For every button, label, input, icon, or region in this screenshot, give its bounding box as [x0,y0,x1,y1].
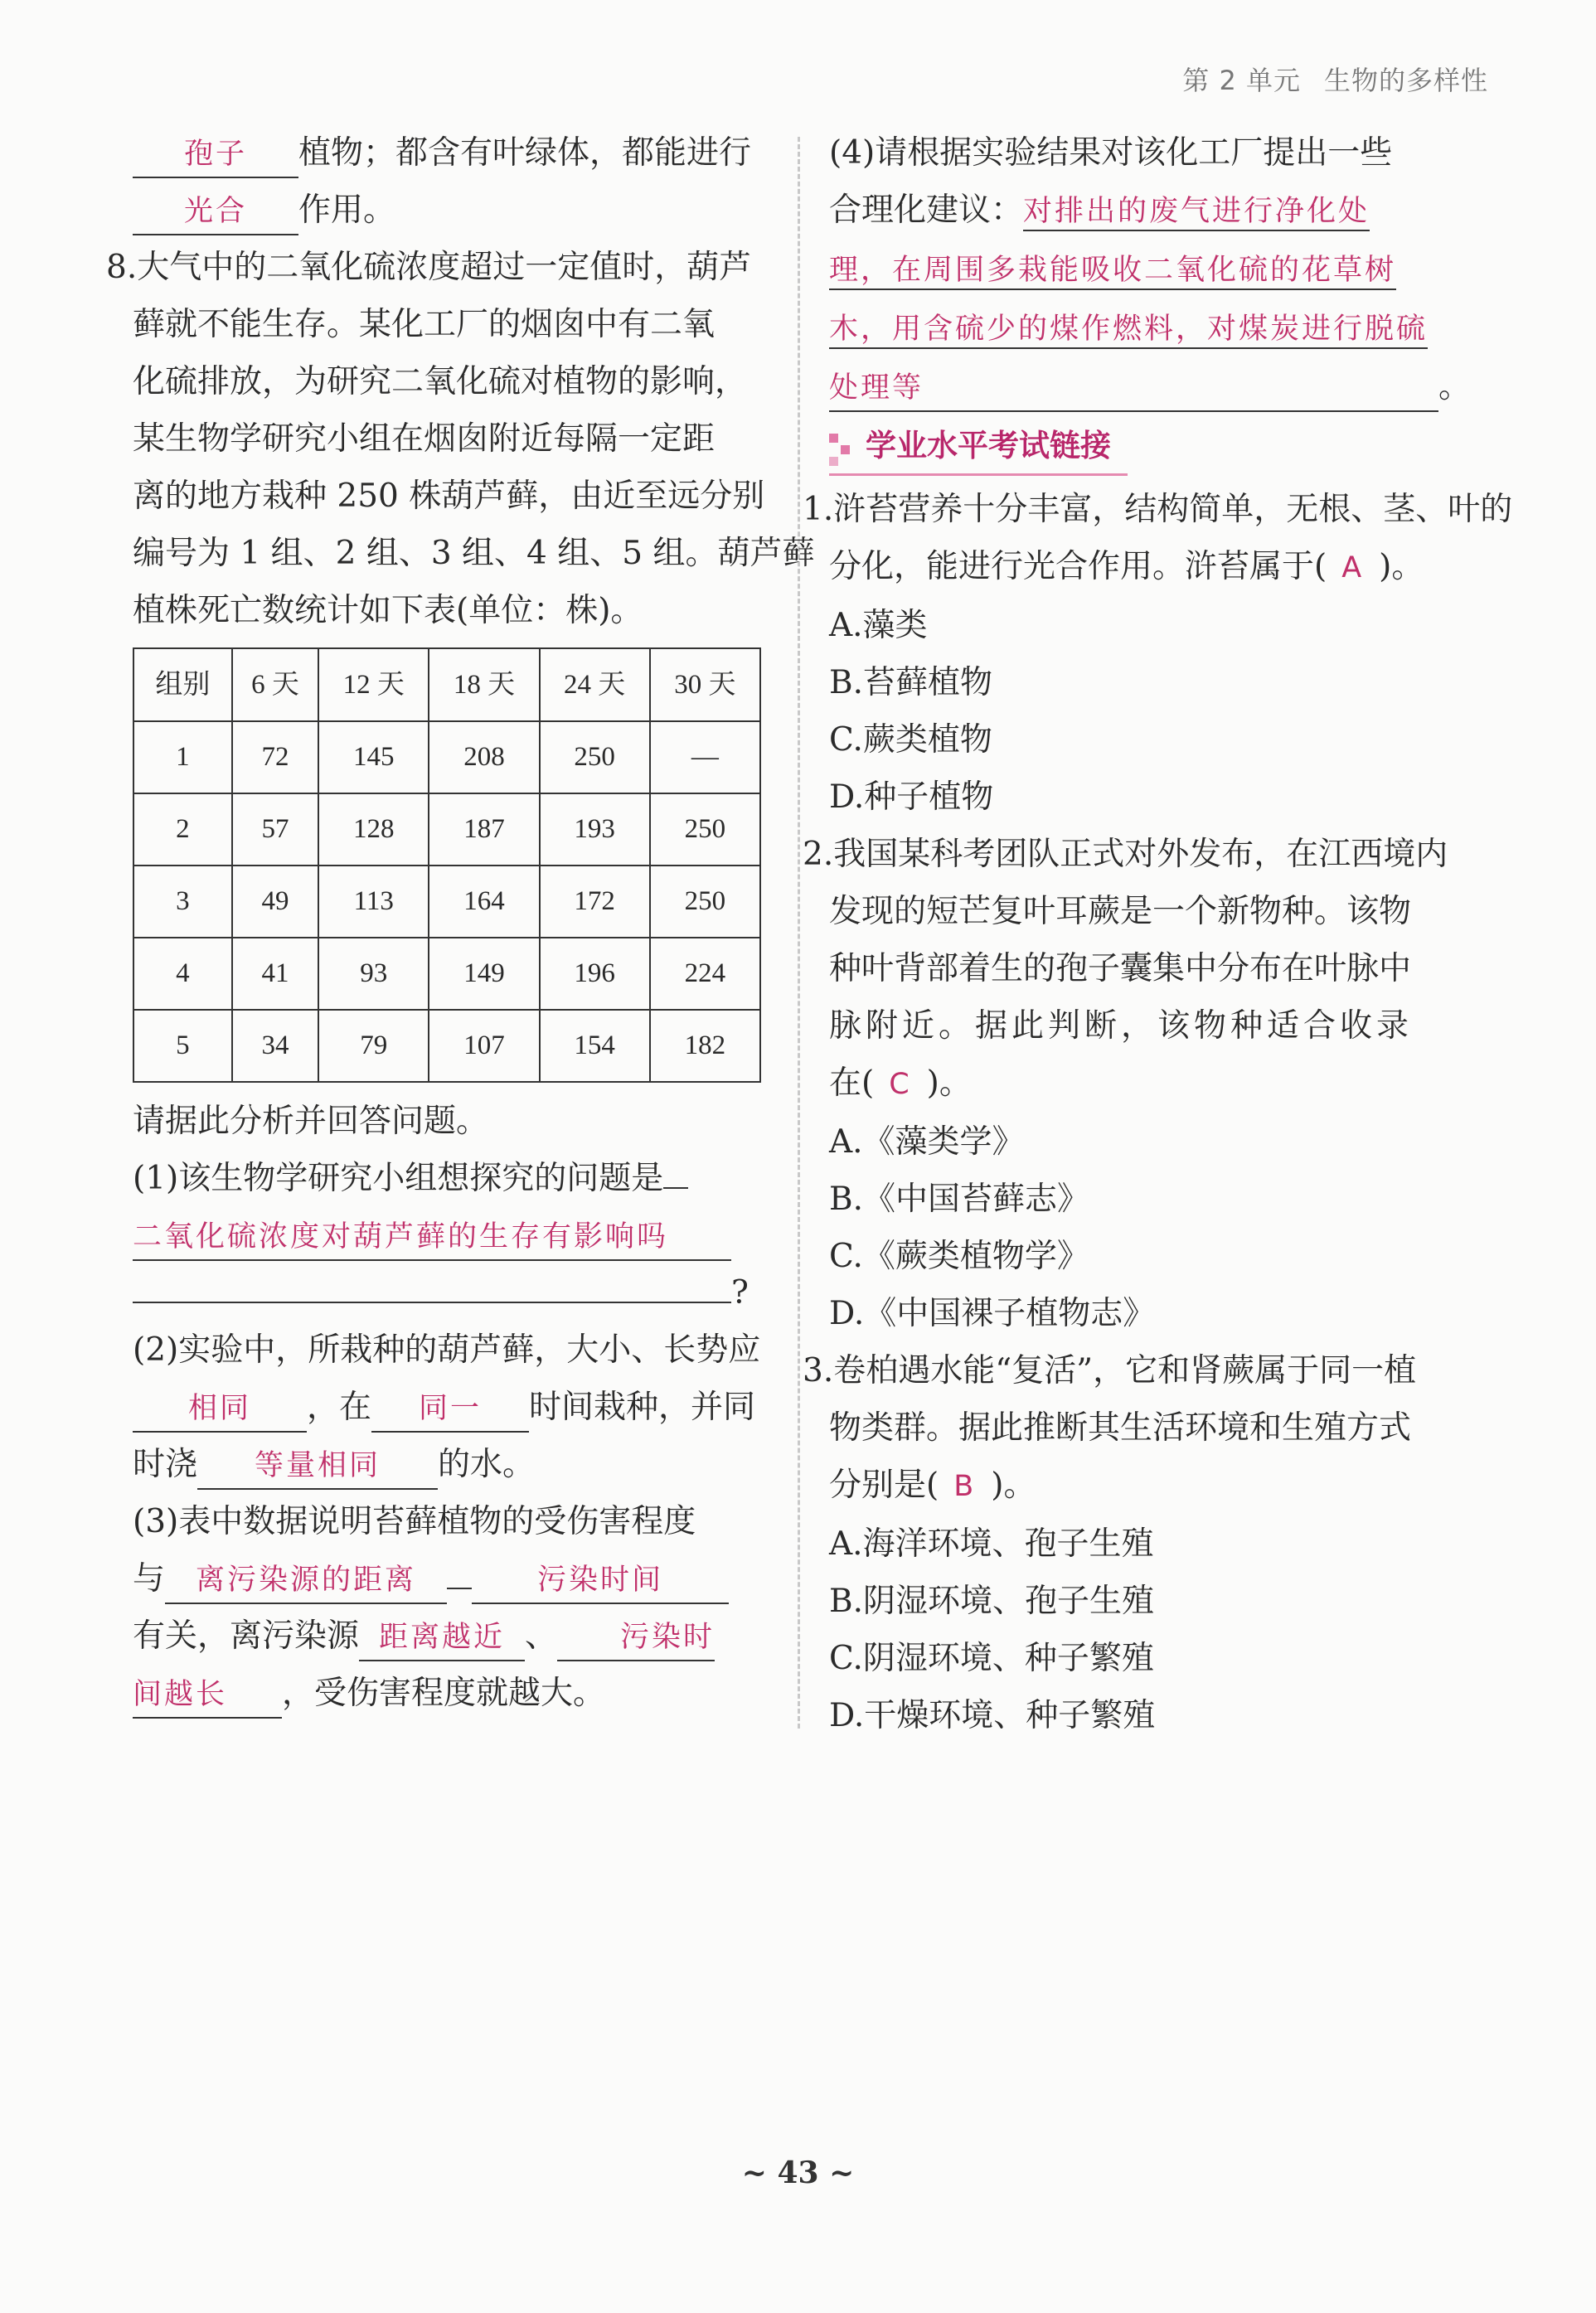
table-cell: 164 [429,866,539,938]
text: ，在 [307,1389,372,1426]
text: )。 [926,1064,972,1102]
answer-blank: 二氧化硫浓度对葫芦藓的生存有影响吗 [133,1215,731,1261]
table-row [133,793,760,866]
blank [663,1187,688,1189]
table-header: 24 天 [540,648,650,721]
table-cell: 113 [318,866,429,938]
table-cell: 93 [318,938,429,1010]
part-1-answer-line [133,1207,763,1264]
continuation-line-1 [133,124,763,182]
section-title-text: 学业水平考试链接 [866,428,1111,463]
part-3-line-4 [133,1665,763,1722]
question-line: 脉附近。据此判断，该物种适合收录 [829,1007,1414,1045]
blank-separator [447,1588,472,1589]
table-cell: 250 [650,793,760,866]
exam-question-2 [803,826,1492,1342]
table-header: 18 天 [429,648,539,721]
text: ? [731,1274,749,1312]
q8-line: 植株死亡数统计如下表(单位：株)。 [133,592,643,629]
answer-blank: 距离越近 [359,1615,525,1661]
text: ，受伤害程度就越大。 [282,1675,606,1712]
part-4-line-5 [829,358,1492,415]
question-line: 发现的短芒复叶耳蕨是一个新物种。该物 [829,893,1412,930]
part-2-line-3 [133,1436,763,1493]
table-cell: 182 [650,1010,760,1082]
page-number: ~ 43 ~ [741,2155,855,2190]
option: C.蕨类植物 [829,721,992,759]
q8-line: 某生物学研究小组在烟囱附近每隔一定距 [133,420,716,458]
text: 时浇 [133,1446,198,1483]
table-cell: 149 [429,938,539,1010]
exam-question-1 [803,481,1513,826]
option: C.《蕨类植物学》 [829,1238,1089,1275]
q8-line: 藓就不能生存。某化工厂的烟囱中有二氧 [133,306,716,343]
option: C.阴湿环境、种子繁殖 [829,1640,1154,1677]
text: 在( [829,1064,875,1102]
answer-blank: 同一 [371,1386,529,1433]
part-2-line-2 [133,1379,763,1436]
part-4-line-2 [829,182,1492,240]
question-line: 1.浒苔营养十分丰富，结构简单，无根、茎、叶的 [803,491,1513,528]
option: D.干燥环境、种子繁殖 [829,1697,1156,1734]
table-cell: 154 [540,1010,650,1082]
table-cell: 41 [232,938,318,1010]
option: B.《中国苔藓志》 [829,1181,1090,1218]
part-1-question [133,1150,763,1207]
table-row [133,938,760,1010]
question-line: 3.卷柏遇水能“复活”，它和肾蕨属于同一植 [803,1352,1417,1389]
right-column [803,124,1513,1744]
question-line [829,1457,1492,1515]
answer-blank: 污染时 [557,1615,715,1661]
q8-line: 8.大气中的二氧化硫浓度超过一定值时，葫芦 [106,249,752,286]
part-2-question: (2)实验中，所栽种的葫芦藓，大小、长势应 [133,1331,761,1369]
answer-blank: 处理等 [829,366,1438,412]
choice-answer: C [889,1068,912,1101]
choice-answer: A [1341,551,1365,584]
question-line: 物类群。据此推断其生活环境和生殖方式 [829,1409,1412,1447]
table-header: 6 天 [232,648,318,721]
part-1-answer-line-2 [133,1264,763,1321]
answer-blank: 间越长 [133,1672,282,1719]
option: D.《中国裸子植物志》 [829,1295,1156,1332]
exam-question-3 [803,1342,1492,1744]
table-cell: 34 [232,1010,318,1082]
text: 时间栽种，并同 [529,1389,756,1426]
table-cell: 193 [540,793,650,866]
text: 作用。 [298,192,396,229]
table-header-row [133,648,760,721]
table-cell: 196 [540,938,650,1010]
option: A.海洋环境、孢子生殖 [829,1525,1154,1563]
text: (1)该生物学研究小组想探究的问题是 [133,1160,664,1197]
part-4-question: (4)请根据实验结果对该化工厂提出一些 [829,134,1393,172]
question-line: 2.我国某科考团队正式对外发布，在江西境内 [803,836,1448,873]
q8-line: 化硫排放，为研究二氧化硫对植物的影响， [133,363,748,400]
text: 有关，离污染源 [133,1617,360,1655]
answer-blank: 污染时间 [472,1558,729,1604]
table-cell: 250 [540,721,650,793]
table-cell: 5 [133,1010,232,1082]
table-header: 组别 [133,648,232,721]
answer-blank: 离污染源的距离 [165,1558,447,1604]
column-divider [798,137,800,1729]
option: B.阴湿环境、孢子生殖 [829,1583,1155,1620]
table-row [133,721,760,793]
text: 分化，能进行光合作用。浒苔属于( [829,548,1327,585]
text: 。 [1438,368,1472,405]
question-8 [106,239,815,639]
continuation-line-2 [133,182,763,239]
option: B.苔藓植物 [829,664,993,701]
answer-blank: 相同 [133,1386,307,1433]
part-3-question: (3)表中数据说明苔藓植物的受伤害程度 [133,1503,696,1540]
answer-text: 理，在周围多栽能吸收二氧化硫的花草树 [829,254,1396,290]
choice-answer: B [953,1470,977,1503]
text: 分别是( [829,1467,939,1504]
question-line [829,1055,1492,1113]
text: 植物；都含有叶绿体，都能进行 [298,134,752,172]
part-3-line-2 [133,1550,763,1607]
unit-topic: 生物的多样性 [1323,65,1488,96]
table-cell: 187 [429,793,539,866]
text: 与 [133,1560,166,1598]
table-cell: 107 [429,1010,539,1082]
squares-icon [829,434,854,458]
table-cell: 2 [133,793,232,866]
table-header: 30 天 [650,648,760,721]
unit-label: 第 2 单元 [1182,65,1301,96]
table-header: 12 天 [318,648,429,721]
q8-line: 离的地方栽种 250 株葫芦藓，由近至远分别 [133,478,765,515]
table-cell: 72 [232,721,318,793]
table-cell: 79 [318,1010,429,1082]
table-cell: 4 [133,938,232,1010]
table-cell: 172 [540,866,650,938]
table-cell: 145 [318,721,429,793]
question-line [829,538,1492,597]
text: 的水。 [438,1446,536,1483]
table-cell: 3 [133,866,232,938]
table-cell: 208 [429,721,539,793]
table-cell: 224 [650,938,760,1010]
table-row [133,866,760,938]
table-cell: 57 [232,793,318,866]
table-row [133,1010,760,1082]
question-line: 种叶背部着生的孢子囊集中分布在叶脉中 [829,950,1412,987]
answer-blank: 孢子 [133,132,298,178]
running-header [1159,60,1488,98]
text: )。 [1379,548,1424,585]
option: A.《藻类学》 [829,1123,1025,1161]
answer-blank: 光合 [133,189,298,235]
table-cell: 250 [650,866,760,938]
table-cell: 1 [133,721,232,793]
death-count-table [133,647,761,1083]
option: D.种子植物 [829,778,994,816]
text: 、 [525,1617,558,1655]
table-cell: — [650,721,760,793]
table-cell: 49 [232,866,318,938]
text: )。 [991,1467,1036,1504]
table-cell: 128 [318,793,429,866]
answer-blank: 等量相同 [197,1443,438,1490]
instruction: 请据此分析并回答问题。 [133,1103,489,1140]
q8-line: 编号为 1 组、2 组、3 组、4 组、5 组。葫芦藓 [133,535,815,572]
blank [133,1302,731,1303]
text: 合理化建议： [829,192,1024,229]
answer-text: 木，用含硫少的煤作燃料，对煤炭进行脱硫 [829,313,1428,349]
part-3-line-3 [133,1607,763,1665]
answer-text: 对排出的废气进行净化处 [1023,195,1370,231]
left-column [106,124,815,1722]
option: A.藻类 [829,607,928,644]
part-4-line-4 [829,299,1492,358]
section-title [829,419,1128,476]
part-4-line-3 [829,240,1492,299]
